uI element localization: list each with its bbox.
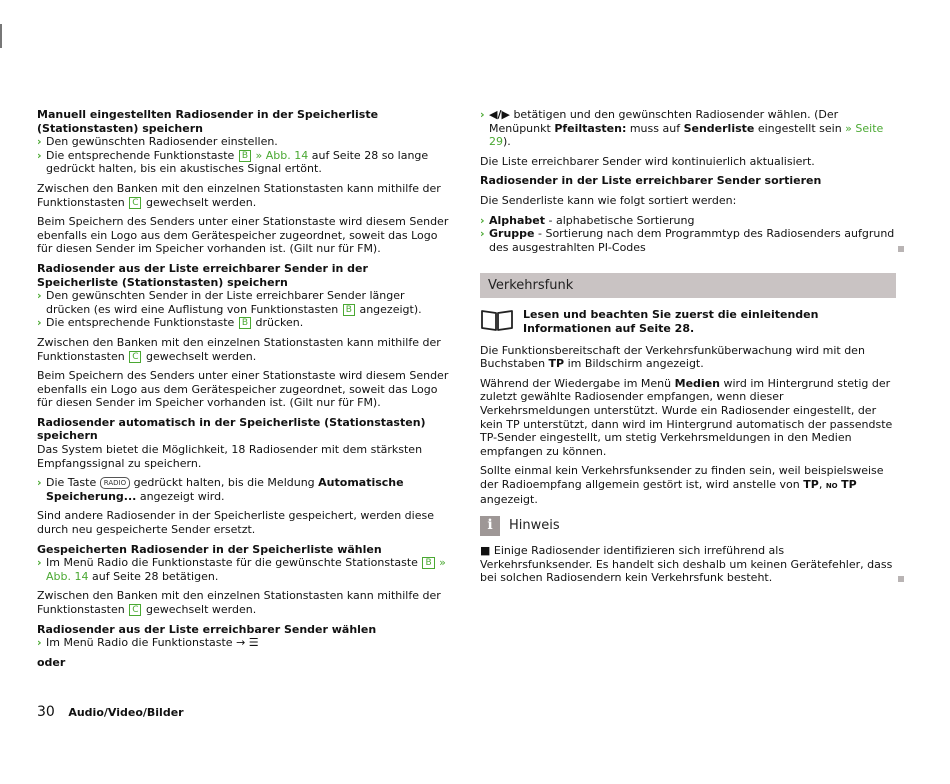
section-title-bar: Verkehrsfunk — [480, 273, 896, 298]
chapter-title: Audio/Video/Bilder — [68, 706, 184, 719]
end-marker — [898, 576, 904, 582]
book-icon — [480, 308, 514, 332]
step-arrow-icon: › — [37, 556, 42, 570]
oder-label: oder — [37, 655, 66, 669]
section-heading: Radiosender in der Liste erreichbarer Sender sortieren — [480, 174, 822, 188]
paragraph: Sollte einmal kein Verkehrsfunksender zu finden sein, weil beispielsweise der Radioempfang allgemein gestört ist, wird anstelle von TP, NO TP angezeigt. — [480, 464, 884, 507]
hinweis-header — [480, 516, 896, 536]
paragraph: Die Liste erreichbarer Sender wird kontinuierlich aktualisiert. — [480, 154, 815, 168]
step-arrow-icon: › — [37, 135, 42, 149]
function-key-b: B — [422, 557, 434, 569]
step-arrow-icon: › — [37, 316, 42, 330]
right-column — [480, 108, 896, 585]
step-item: › Im Menü Radio die Funktionstaste für die gewünschte Stationstaste B » Abb. 14 auf Seite 28 betätigen. — [37, 556, 446, 583]
function-key-b: B — [239, 317, 251, 329]
note-text: Lesen und beachten Sie zuerst die einleitenden Informationen auf Seite 28. — [523, 308, 819, 335]
function-key-c: C — [129, 604, 141, 616]
hinweis-title: Hinweis — [509, 518, 560, 534]
step-item: › Den gewünschten Sender in der Liste erreichbarer Sender länger drücken (es wird eine Auflistung von Funktionstasten B angezeigt). — [37, 289, 422, 316]
section-heading: Radiosender aus der Liste erreichbarer Sender wählen — [37, 622, 377, 636]
paragraph: Zwischen den Banken mit den einzelnen Stationstasten kann mithilfe der Funktionstasten C gewechselt werden. — [37, 589, 441, 616]
section-heading: Radiosender aus der Liste erreichbarer Sender in der Speicherliste (Stationstasten) speichern — [37, 261, 368, 289]
function-key-c: C — [129, 351, 141, 363]
paragraph: Das System bietet die Möglichkeit, 18 Radiosender mit dem stärksten Empfangssignal zu speichern. — [37, 443, 423, 470]
hinweis-text: ■ Einige Radiosender identifizieren sich irreführend als Verkehrsfunksender. Es handelt sich deshalb um keinen Gerätefehler, dass bei solchen Radiosendern kein Verkehrsfunk besteht. — [480, 544, 893, 585]
paragraph: Die Funktionsbereitschaft der Verkehrsfunküberwachung wird mit den Buchstaben TP im Bildschirm angezeigt. — [480, 343, 865, 371]
paragraph: Sind andere Radiosender in der Speicherliste gespeichert, werden diese durch neu gespeicherte Sender ersetzt. — [37, 509, 434, 537]
note-box — [480, 308, 896, 335]
step-item: › ◀/▶ betätigen und den gewünschten Radiosender wählen. (Der Menüpunkt Pfeiltasten: muss auf Senderliste eingestellt sein » Seite 29). — [480, 108, 884, 149]
page-footer — [37, 706, 184, 720]
function-key-c: C — [129, 197, 141, 209]
paragraph: Beim Speichern des Senders unter einer Stationstaste wird diesem Sender ebenfalls ein Logo aus dem Gerätespeicher zugeordnet, soweit das Logo für diesen Sender im Speicher vorhanden ist. (Gilt nur für FM). — [37, 215, 449, 256]
step-arrow-icon: › — [480, 213, 485, 227]
step-arrow-icon: › — [37, 476, 42, 490]
tp-symbol: TP — [803, 477, 819, 491]
left-column — [37, 108, 449, 669]
paragraph: Die Senderliste kann wie folgt sortiert werden: — [480, 193, 737, 207]
section-heading: Radiosender automatisch in der Speicherliste (Stationstasten) speichern — [37, 415, 426, 443]
step-arrow-icon: › — [37, 289, 42, 303]
step-item: › Den gewünschten Radiosender einstellen. — [37, 135, 278, 149]
tp-symbol: TP — [841, 477, 857, 491]
step-item: › Die Taste RADIO gedrückt halten, bis die Meldung Automatische Speicherung... angezeigt wird. — [37, 476, 404, 503]
paragraph: Während der Wiedergabe im Menü Medien wird im Hintergrund stetig der zuletzt gewählte Radiosender empfangen, wenn dieser Verkehrsmeldungen unterstützt. Wurde ein Radiosender eingestellt, der kein TP unterstützt, dann wird im Hintergrund automatisch der passendste TP-Sender eingestellt, um stetig Verkehrsmeldungen in den Medien empfangen zu können. — [480, 376, 893, 458]
paragraph: Beim Speichern des Senders unter einer Stationstaste wird diesem Sender ebenfalls ein Logo aus dem Gerätespeicher zugeordnet, soweit das Logo für diesen Sender im Speicher vorhanden ist. (Gilt nur für FM). — [37, 369, 449, 410]
no-symbol: NO — [825, 481, 838, 490]
list-item: › Alphabet - alphabetische Sortierung — [480, 213, 695, 227]
step-item: › Die entsprechende Funktionstaste B » Abb. 14 auf Seite 28 so lange gedrückt halten, bis ein akustisches Signal ertönt. — [37, 148, 429, 176]
info-icon: i — [480, 516, 500, 536]
function-key-b: B — [239, 150, 251, 162]
radio-key: RADIO — [100, 477, 130, 489]
section-heading: Manuell eingestellten Radiosender in der Speicherliste (Stationstasten) speichern — [37, 108, 379, 135]
arrow-keys-icon: ◀/▶ — [489, 108, 510, 121]
step-arrow-icon: › — [37, 148, 42, 162]
paragraph: Zwischen den Banken mit den einzelnen Stationstasten kann mithilfe der Funktionstasten C gewechselt werden. — [37, 181, 441, 209]
end-marker — [898, 246, 904, 252]
list-item: › Gruppe - Sortierung nach dem Programmtyp des Radiosenders aufgrund des ausgestrahlten PI-Codes — [480, 227, 895, 254]
step-arrow-icon: › — [480, 108, 485, 121]
function-key-b: B — [343, 304, 355, 316]
tp-symbol: TP — [548, 357, 565, 371]
figure-link[interactable]: » Abb. 14 — [46, 556, 446, 583]
page-link[interactable]: » Seite 29 — [489, 121, 884, 149]
paragraph: Zwischen den Banken mit den einzelnen Stationstasten kann mithilfe der Funktionstasten C gewechselt werden. — [37, 335, 441, 363]
list-icon: ☰ — [248, 636, 259, 650]
step-arrow-icon: › — [37, 636, 42, 650]
page-number: 30 — [37, 704, 55, 720]
step-item: › Die entsprechende Funktionstaste B drücken. — [37, 316, 304, 330]
step-item: › Im Menü Radio die Funktionstaste → ☰ — [37, 636, 259, 650]
figure-link[interactable]: » Abb. 14 — [255, 148, 309, 162]
section-heading: Gespeicherten Radiosender in der Speicherliste wählen — [37, 542, 382, 556]
step-arrow-icon: › — [480, 227, 485, 241]
margin-mark — [0, 24, 2, 48]
